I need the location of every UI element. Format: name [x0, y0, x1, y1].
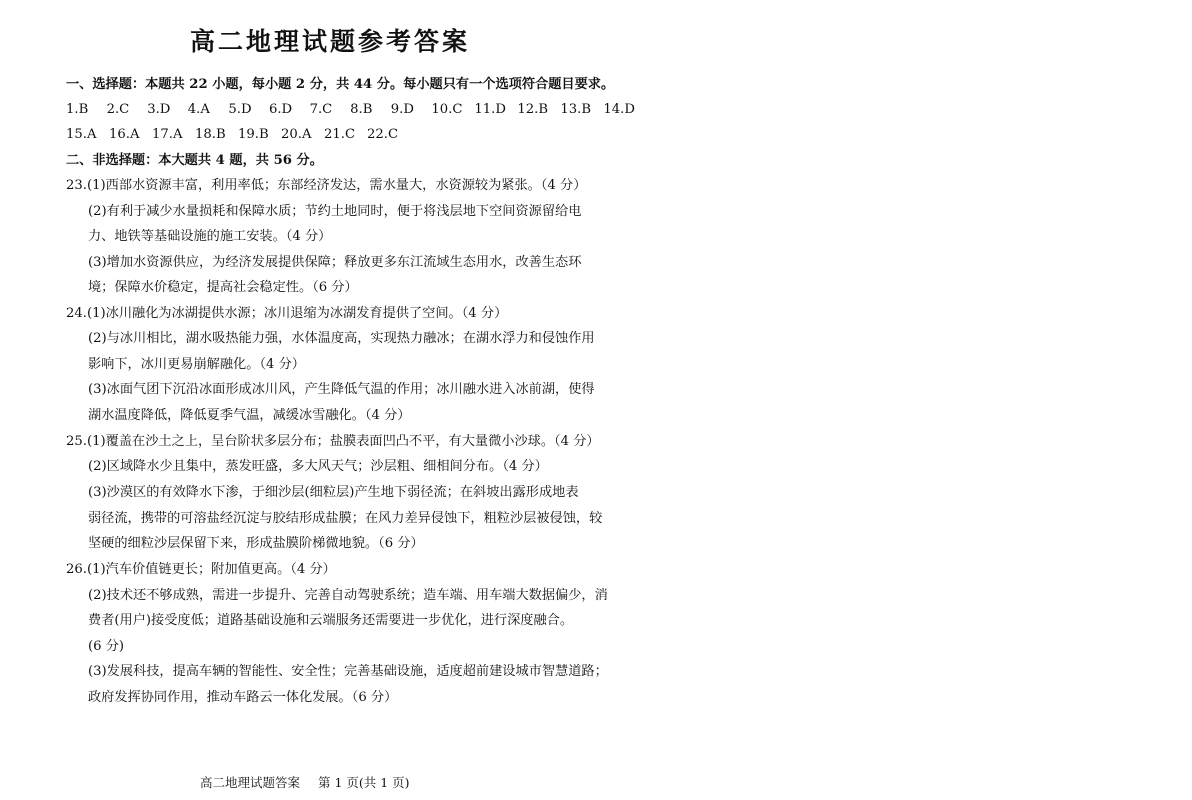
answer-line: (3)冰面气团下沉沿冰面形成冰川风，产生降低气温的作用；冰川融水进入冰前湖，使得	[88, 382, 595, 397]
answer-line: 坚硬的细粒沙层保留下来，形成盐膜阶梯微地貌。（6 分）	[88, 536, 424, 551]
answer-line: 24.(1)冰川融化为冰湖提供水源；冰川退缩为冰湖发育提供了空间。（4 分）	[66, 306, 508, 321]
footer-doc-name: 高二地理试题答案	[200, 775, 301, 790]
answer-item: 22.C	[367, 127, 399, 142]
answer-item: 2.C	[106, 102, 130, 117]
answer-item: 1.B	[66, 102, 89, 117]
section-heading-choice: 一、选择题：本题共 22 小题，每小题 2 分，共 44 分。每小题只有一个选项符合题目要求。	[66, 77, 615, 92]
answer-item: 15.A	[66, 127, 97, 142]
answer-item: 4.A	[187, 102, 210, 117]
answer-item: 19.B	[238, 127, 269, 142]
answer-line: 25.(1)覆盖在沙土之上，呈台阶状多层分布；盐膜表面凹凸不平，有大量微小沙球。（4 分）	[66, 434, 600, 449]
answer-item: 8.B	[350, 102, 373, 117]
answer-line: 湖水温度降低，降低夏季气温，减缓冰雪融化。（4 分）	[88, 408, 411, 423]
answer-line: (2)技术还不够成熟，需进一步提升、完善自动驾驶系统；造车端、用车端大数据偏少，消	[88, 588, 608, 603]
page-footer	[200, 773, 410, 791]
answer-item: 14.D	[603, 102, 635, 117]
answer-item: 10.C	[431, 102, 463, 117]
answer-item: 5.D	[228, 102, 252, 117]
answer-line: (6 分)	[88, 639, 125, 654]
answer-item: 21.C	[324, 127, 356, 142]
answer-line: 26.(1)汽车价值链更长；附加值更高。（4 分）	[66, 562, 336, 577]
answer-row-2	[66, 126, 398, 144]
answer-line: 力、地铁等基础设施的施工安装。（4 分）	[88, 229, 332, 244]
answer-item: 18.B	[195, 127, 226, 142]
answer-line: 影响下，冰川更易崩解融化。（4 分）	[88, 357, 305, 372]
answer-item: 3.D	[147, 102, 171, 117]
answer-item: 17.A	[152, 127, 183, 142]
answer-line: 境；保障水价稳定，提高社会稳定性。（6 分）	[88, 280, 358, 295]
answer-line: (3)沙漠区的有效降水下渗，于细沙层(细粒层)产生地下弱径流；在斜坡出露形成地表	[88, 485, 579, 500]
answer-item: 11.D	[474, 102, 506, 117]
answer-line: (2)有利于减少水量损耗和保障水质；节约土地同时，便于将浅层地下空间资源留给电	[88, 204, 582, 219]
answer-line: (2)与冰川相比，湖水吸热能力强，水体温度高，实现热力融冰；在湖水浮力和侵蚀作用	[88, 331, 595, 346]
answer-line: 费者(用户)接受度低；道路基础设施和云端服务还需要进一步优化，进行深度融合。	[88, 613, 574, 628]
answer-item: 7.C	[309, 102, 333, 117]
answer-line: 政府发挥协同作用，推动车路云一体化发展。（6 分）	[88, 690, 398, 705]
answer-item: 20.A	[281, 127, 312, 142]
answer-item: 13.B	[560, 102, 592, 117]
answer-item: 6.D	[268, 102, 293, 117]
answer-line: 弱径流，携带的可溶盐经沉淀与胶结形成盐膜；在风力差异侵蚀下，粗粒沙层被侵蚀，较	[88, 511, 603, 526]
section-heading-essay: 二、非选择题：本大题共 4 题，共 56 分。	[66, 153, 323, 168]
answer-row-1	[66, 101, 635, 119]
answer-line: (2)区域降水少且集中，蒸发旺盛，多大风天气；沙层粗、细相间分布。（4 分）	[88, 459, 548, 474]
footer-page-number: 第 1 页(共 1 页)	[318, 775, 410, 790]
page-title: 高二地理试题参考答案	[190, 27, 471, 56]
answer-item: 9.D	[390, 102, 414, 117]
answer-line: (3)增加水资源供应，为经济发展提供保障；释放更多东江流域生态用水，改善生态环	[88, 255, 582, 270]
answer-item: 16.A	[109, 127, 140, 142]
answer-line: 23.(1)西部水资源丰富，利用率低；东部经济发达，需水量大，水资源较为紧张。（4 分）	[66, 178, 587, 193]
answer-item: 12.B	[517, 102, 549, 117]
answer-line: (3)发展科技，提高车辆的智能性、安全性；完善基础设施，适度超前建设城市智慧道路；	[88, 664, 608, 679]
